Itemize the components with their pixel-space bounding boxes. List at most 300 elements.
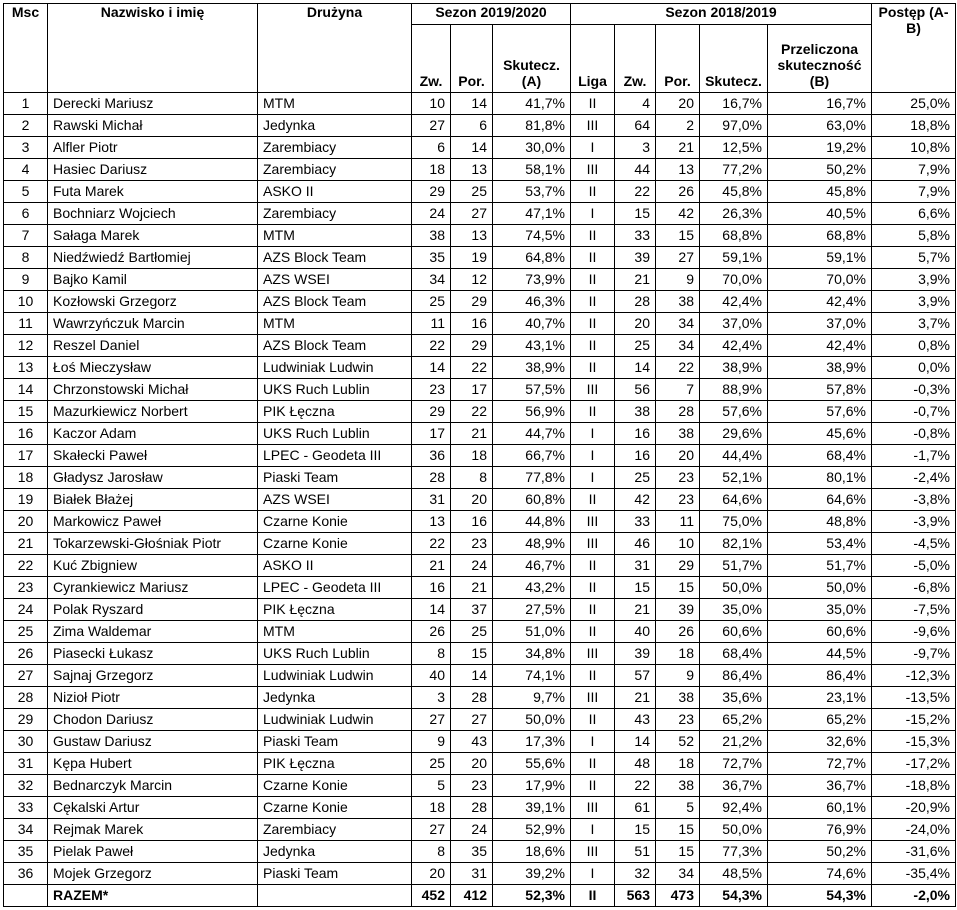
cell-progress: -5,0% [872, 555, 956, 577]
total-cell: 52,3% [493, 885, 571, 907]
table-row [4, 819, 956, 841]
cell-msc: 5 [4, 181, 48, 203]
cell-zw-2019: 29 [412, 181, 451, 203]
cell-msc: 7 [4, 225, 48, 247]
cell-przeliczona-b: 68,4% [768, 445, 872, 467]
cell-por-2018: 13 [656, 159, 700, 181]
cell-name: Futa Marek [48, 181, 258, 203]
cell-zw-2019: 29 [412, 401, 451, 423]
cell-team: Piaski Team [258, 863, 412, 885]
cell-team: Czarne Konie [258, 511, 412, 533]
cell-liga: III [571, 115, 615, 137]
cell-team: AZS Block Team [258, 291, 412, 313]
cell-skutecz-2018: 12,5% [700, 137, 768, 159]
cell-skutecz-2018: 82,1% [700, 533, 768, 555]
cell-przeliczona-b: 35,0% [768, 599, 872, 621]
cell-przeliczona-b: 64,6% [768, 489, 872, 511]
cell-skutecz-a: 73,9% [493, 269, 571, 291]
total-cell: -2,0% [872, 885, 956, 907]
cell-skutecz-a: 17,9% [493, 775, 571, 797]
cell-por-2018: 2 [656, 115, 700, 137]
cell-por-2018: 7 [656, 379, 700, 401]
table-row [4, 467, 956, 489]
cell-zw-2018: 21 [615, 599, 656, 621]
cell-zw-2019: 14 [412, 599, 451, 621]
cell-zw-2018: 3 [615, 137, 656, 159]
cell-progress: -3,8% [872, 489, 956, 511]
cell-por-2019: 14 [451, 137, 493, 159]
cell-por-2019: 13 [451, 159, 493, 181]
cell-skutecz-a: 57,5% [493, 379, 571, 401]
cell-przeliczona-b: 60,6% [768, 621, 872, 643]
cell-msc: 21 [4, 533, 48, 555]
cell-msc: 36 [4, 863, 48, 885]
cell-por-2019: 35 [451, 841, 493, 863]
cell-team: AZS WSEI [258, 489, 412, 511]
cell-przeliczona-b: 68,8% [768, 225, 872, 247]
cell-progress: -35,4% [872, 863, 956, 885]
cell-zw-2019: 14 [412, 357, 451, 379]
cell-progress: -7,5% [872, 599, 956, 621]
cell-przeliczona-b: 60,1% [768, 797, 872, 819]
cell-team: PIK Łęczna [258, 753, 412, 775]
cell-liga: I [571, 137, 615, 159]
cell-team: ASKO II [258, 555, 412, 577]
cell-por-2018: 22 [656, 357, 700, 379]
cell-zw-2018: 56 [615, 379, 656, 401]
cell-zw-2018: 61 [615, 797, 656, 819]
table-row [4, 357, 956, 379]
cell-por-2019: 14 [451, 93, 493, 115]
cell-przeliczona-b: 45,6% [768, 423, 872, 445]
cell-por-2018: 10 [656, 533, 700, 555]
cell-liga: III [571, 687, 615, 709]
cell-skutecz-a: 50,0% [493, 709, 571, 731]
table-row [4, 511, 956, 533]
cell-przeliczona-b: 51,7% [768, 555, 872, 577]
total-label: RAZEM* [48, 885, 258, 907]
cell-zw-2018: 21 [615, 687, 656, 709]
cell-msc: 30 [4, 731, 48, 753]
table-row [4, 159, 956, 181]
cell-liga: II [571, 709, 615, 731]
table-row [4, 555, 956, 577]
cell-zw-2018: 14 [615, 731, 656, 753]
cell-por-2019: 37 [451, 599, 493, 621]
cell-msc: 16 [4, 423, 48, 445]
cell-por-2018: 39 [656, 599, 700, 621]
cell-team: Ludwiniak Ludwin [258, 665, 412, 687]
total-cell: 54,3% [700, 885, 768, 907]
cell-por-2018: 21 [656, 137, 700, 159]
cell-liga: I [571, 819, 615, 841]
cell-zw-2018: 33 [615, 225, 656, 247]
cell-zw-2018: 15 [615, 819, 656, 841]
table-row [4, 93, 956, 115]
cell-zw-2019: 6 [412, 137, 451, 159]
cell-por-2019: 19 [451, 247, 493, 269]
cell-przeliczona-b: 42,4% [768, 291, 872, 313]
cell-zw-2019: 13 [412, 511, 451, 533]
table-row [4, 665, 956, 687]
cell-skutecz-2018: 57,6% [700, 401, 768, 423]
cell-name: Mazurkiewicz Norbert [48, 401, 258, 423]
cell-liga: I [571, 445, 615, 467]
cell-name: Chrzonstowski Michał [48, 379, 258, 401]
cell-progress: 3,9% [872, 269, 956, 291]
table-row [4, 269, 956, 291]
cell-por-2018: 15 [656, 819, 700, 841]
cell-skutecz-2018: 88,9% [700, 379, 768, 401]
cell-skutecz-2018: 52,1% [700, 467, 768, 489]
cell-por-2018: 28 [656, 401, 700, 423]
cell-zw-2018: 39 [615, 643, 656, 665]
cell-skutecz-2018: 77,3% [700, 841, 768, 863]
cell-por-2019: 24 [451, 819, 493, 841]
cell-skutecz-2018: 50,0% [700, 577, 768, 599]
cell-skutecz-a: 34,8% [493, 643, 571, 665]
cell-por-2019: 8 [451, 467, 493, 489]
cell-zw-2019: 9 [412, 731, 451, 753]
cell-por-2019: 28 [451, 797, 493, 819]
table-row [4, 533, 956, 555]
cell-por-2019: 12 [451, 269, 493, 291]
cell-liga: I [571, 863, 615, 885]
cell-skutecz-a: 51,0% [493, 621, 571, 643]
cell-przeliczona-b: 57,6% [768, 401, 872, 423]
header-season-2018-2019: Sezon 2018/2019 [571, 4, 872, 25]
header-season-2019-2020: Sezon 2019/2020 [412, 4, 571, 25]
header-por-2018: Por. [656, 25, 700, 93]
cell-msc: 19 [4, 489, 48, 511]
cell-progress: -13,5% [872, 687, 956, 709]
cell-por-2018: 15 [656, 225, 700, 247]
cell-skutecz-2018: 92,4% [700, 797, 768, 819]
cell-skutecz-a: 52,9% [493, 819, 571, 841]
table-row [4, 115, 956, 137]
cell-progress: -9,6% [872, 621, 956, 643]
cell-przeliczona-b: 76,9% [768, 819, 872, 841]
cell-name: Gustaw Dariusz [48, 731, 258, 753]
cell-przeliczona-b: 19,2% [768, 137, 872, 159]
cell-zw-2019: 16 [412, 577, 451, 599]
cell-por-2019: 29 [451, 335, 493, 357]
cell-skutecz-a: 56,9% [493, 401, 571, 423]
cell-skutecz-2018: 35,0% [700, 599, 768, 621]
cell-zw-2019: 23 [412, 379, 451, 401]
cell-przeliczona-b: 32,6% [768, 731, 872, 753]
cell-por-2018: 38 [656, 775, 700, 797]
table-row [4, 775, 956, 797]
cell-zw-2019: 28 [412, 467, 451, 489]
cell-skutecz-a: 53,7% [493, 181, 571, 203]
cell-liga: II [571, 621, 615, 643]
cell-team: UKS Ruch Lublin [258, 423, 412, 445]
cell-przeliczona-b: 86,4% [768, 665, 872, 687]
cell-skutecz-2018: 44,4% [700, 445, 768, 467]
cell-name: Wawrzyńczuk Marcin [48, 313, 258, 335]
cell-skutecz-2018: 42,4% [700, 291, 768, 313]
cell-por-2018: 18 [656, 643, 700, 665]
cell-zw-2018: 48 [615, 753, 656, 775]
cell-msc: 22 [4, 555, 48, 577]
cell-skutecz-2018: 38,9% [700, 357, 768, 379]
cell-progress: -3,9% [872, 511, 956, 533]
cell-team: AZS WSEI [258, 269, 412, 291]
cell-progress: -6,8% [872, 577, 956, 599]
table-row [4, 863, 956, 885]
cell-por-2019: 22 [451, 401, 493, 423]
cell-zw-2018: 21 [615, 269, 656, 291]
cell-msc: 23 [4, 577, 48, 599]
cell-name: Chodon Dariusz [48, 709, 258, 731]
cell-skutecz-a: 74,5% [493, 225, 571, 247]
cell-por-2018: 5 [656, 797, 700, 819]
total-cell: 412 [451, 885, 493, 907]
cell-name: Niedźwiedź Bartłomiej [48, 247, 258, 269]
cell-por-2018: 29 [656, 555, 700, 577]
cell-progress: 0,0% [872, 357, 956, 379]
cell-msc: 29 [4, 709, 48, 731]
cell-przeliczona-b: 50,2% [768, 159, 872, 181]
cell-skutecz-2018: 35,6% [700, 687, 768, 709]
cell-przeliczona-b: 38,9% [768, 357, 872, 379]
cell-team: Zarembiacy [258, 203, 412, 225]
cell-name: Bednarczyk Marcin [48, 775, 258, 797]
cell-name: Białek Błażej [48, 489, 258, 511]
cell-progress: -18,8% [872, 775, 956, 797]
cell-progress: 7,9% [872, 181, 956, 203]
cell-team: AZS Block Team [258, 247, 412, 269]
cell-por-2019: 23 [451, 775, 493, 797]
cell-skutecz-a: 77,8% [493, 467, 571, 489]
cell-msc: 17 [4, 445, 48, 467]
table-row [4, 291, 956, 313]
cell-msc: 6 [4, 203, 48, 225]
cell-skutecz-a: 38,9% [493, 357, 571, 379]
cell-liga: II [571, 599, 615, 621]
cell-skutecz-2018: 37,0% [700, 313, 768, 335]
cell-team: Ludwiniak Ludwin [258, 357, 412, 379]
cell-progress: -12,3% [872, 665, 956, 687]
cell-por-2018: 23 [656, 489, 700, 511]
cell-przeliczona-b: 65,2% [768, 709, 872, 731]
cell-zw-2019: 36 [412, 445, 451, 467]
cell-skutecz-2018: 77,2% [700, 159, 768, 181]
cell-przeliczona-b: 57,8% [768, 379, 872, 401]
cell-team: ASKO II [258, 181, 412, 203]
cell-zw-2018: 32 [615, 863, 656, 885]
cell-por-2019: 15 [451, 643, 493, 665]
cell-przeliczona-b: 48,8% [768, 511, 872, 533]
cell-msc: 25 [4, 621, 48, 643]
cell-przeliczona-b: 53,4% [768, 533, 872, 555]
cell-por-2018: 20 [656, 93, 700, 115]
cell-progress: -9,7% [872, 643, 956, 665]
cell-zw-2019: 8 [412, 643, 451, 665]
cell-por-2019: 16 [451, 511, 493, 533]
table-row [4, 687, 956, 709]
cell-team: PIK Łęczna [258, 599, 412, 621]
cell-team: Piaski Team [258, 467, 412, 489]
cell-por-2019: 13 [451, 225, 493, 247]
cell-name: Bajko Kamil [48, 269, 258, 291]
table-row [4, 181, 956, 203]
cell-liga: II [571, 401, 615, 423]
cell-progress: -0,3% [872, 379, 956, 401]
cell-skutecz-a: 55,6% [493, 753, 571, 775]
cell-msc: 33 [4, 797, 48, 819]
cell-team: AZS Block Team [258, 335, 412, 357]
cell-liga: III [571, 533, 615, 555]
cell-por-2019: 17 [451, 379, 493, 401]
cell-przeliczona-b: 50,0% [768, 577, 872, 599]
cell-zw-2018: 42 [615, 489, 656, 511]
cell-team: Zarembiacy [258, 819, 412, 841]
cell-msc: 18 [4, 467, 48, 489]
cell-team: Zarembiacy [258, 137, 412, 159]
cell-skutecz-2018: 68,8% [700, 225, 768, 247]
cell-msc: 14 [4, 379, 48, 401]
cell-skutecz-a: 48,9% [493, 533, 571, 555]
cell-zw-2019: 27 [412, 115, 451, 137]
cell-por-2018: 27 [656, 247, 700, 269]
cell-progress: 5,7% [872, 247, 956, 269]
cell-skutecz-2018: 75,0% [700, 511, 768, 533]
cell-skutecz-a: 66,7% [493, 445, 571, 467]
results-table [3, 3, 956, 907]
cell-por-2018: 38 [656, 423, 700, 445]
cell-progress: 25,0% [872, 93, 956, 115]
cell-team: PIK Łęczna [258, 401, 412, 423]
cell-msc: 12 [4, 335, 48, 357]
table-row [4, 379, 956, 401]
cell-skutecz-2018: 86,4% [700, 665, 768, 687]
header-progress: Postęp (A-B) [872, 4, 956, 93]
cell-skutecz-2018: 60,6% [700, 621, 768, 643]
cell-liga: II [571, 225, 615, 247]
cell-por-2018: 52 [656, 731, 700, 753]
cell-msc: 8 [4, 247, 48, 269]
cell-skutecz-a: 60,8% [493, 489, 571, 511]
cell-przeliczona-b: 42,4% [768, 335, 872, 357]
table-row [4, 225, 956, 247]
cell-progress: 7,9% [872, 159, 956, 181]
cell-zw-2018: 38 [615, 401, 656, 423]
cell-progress: -2,4% [872, 467, 956, 489]
cell-progress: 5,8% [872, 225, 956, 247]
cell-progress: -31,6% [872, 841, 956, 863]
header-name: Nazwisko i imię [48, 4, 258, 93]
cell-zw-2019: 21 [412, 555, 451, 577]
cell-zw-2018: 22 [615, 775, 656, 797]
cell-zw-2018: 43 [615, 709, 656, 731]
cell-progress: -17,2% [872, 753, 956, 775]
cell-msc: 9 [4, 269, 48, 291]
cell-liga: II [571, 93, 615, 115]
total-cell [258, 885, 412, 907]
cell-team: Ludwiniak Ludwin [258, 709, 412, 731]
cell-progress: 10,8% [872, 137, 956, 159]
cell-progress: -15,3% [872, 731, 956, 753]
header-por-2019: Por. [451, 25, 493, 93]
cell-skutecz-2018: 70,0% [700, 269, 768, 291]
cell-por-2019: 27 [451, 203, 493, 225]
cell-por-2019: 43 [451, 731, 493, 753]
cell-liga: II [571, 181, 615, 203]
cell-przeliczona-b: 63,0% [768, 115, 872, 137]
cell-msc: 31 [4, 753, 48, 775]
total-cell: II [571, 885, 615, 907]
cell-name: Alfler Piotr [48, 137, 258, 159]
cell-por-2019: 18 [451, 445, 493, 467]
table-row [4, 643, 956, 665]
cell-liga: II [571, 577, 615, 599]
cell-zw-2019: 31 [412, 489, 451, 511]
cell-name: Reszel Daniel [48, 335, 258, 357]
cell-przeliczona-b: 50,2% [768, 841, 872, 863]
cell-msc: 32 [4, 775, 48, 797]
cell-liga: III [571, 643, 615, 665]
cell-progress: -1,7% [872, 445, 956, 467]
table-row [4, 203, 956, 225]
cell-zw-2019: 25 [412, 291, 451, 313]
cell-zw-2018: 31 [615, 555, 656, 577]
cell-liga: II [571, 753, 615, 775]
cell-name: Kozłowski Grzegorz [48, 291, 258, 313]
cell-name: Nizioł Piotr [48, 687, 258, 709]
cell-team: UKS Ruch Lublin [258, 643, 412, 665]
cell-skutecz-2018: 26,3% [700, 203, 768, 225]
cell-progress: -20,9% [872, 797, 956, 819]
cell-team: MTM [258, 93, 412, 115]
cell-msc: 11 [4, 313, 48, 335]
cell-msc: 26 [4, 643, 48, 665]
table-row [4, 137, 956, 159]
cell-msc: 20 [4, 511, 48, 533]
cell-por-2018: 23 [656, 709, 700, 731]
cell-skutecz-2018: 48,5% [700, 863, 768, 885]
cell-progress: 6,6% [872, 203, 956, 225]
cell-przeliczona-b: 23,1% [768, 687, 872, 709]
cell-przeliczona-b: 44,5% [768, 643, 872, 665]
cell-por-2019: 22 [451, 357, 493, 379]
total-row [4, 885, 956, 907]
cell-skutecz-2018: 65,2% [700, 709, 768, 731]
table-row [4, 797, 956, 819]
header-zw-2019: Zw. [412, 25, 451, 93]
cell-skutecz-a: 40,7% [493, 313, 571, 335]
cell-progress: -24,0% [872, 819, 956, 841]
total-cell: 54,3% [768, 885, 872, 907]
cell-progress: -0,7% [872, 401, 956, 423]
header-team: Drużyna [258, 4, 412, 93]
cell-name: Cyrankiewicz Mariusz [48, 577, 258, 599]
cell-por-2019: 21 [451, 423, 493, 445]
cell-zw-2019: 26 [412, 621, 451, 643]
cell-zw-2019: 38 [412, 225, 451, 247]
cell-liga: I [571, 203, 615, 225]
cell-zw-2019: 18 [412, 797, 451, 819]
cell-name: Sałaga Marek [48, 225, 258, 247]
cell-team: Czarne Konie [258, 775, 412, 797]
cell-liga: III [571, 841, 615, 863]
cell-name: Markowicz Paweł [48, 511, 258, 533]
cell-zw-2018: 25 [615, 467, 656, 489]
cell-skutecz-a: 39,1% [493, 797, 571, 819]
cell-por-2018: 38 [656, 291, 700, 313]
cell-zw-2018: 64 [615, 115, 656, 137]
